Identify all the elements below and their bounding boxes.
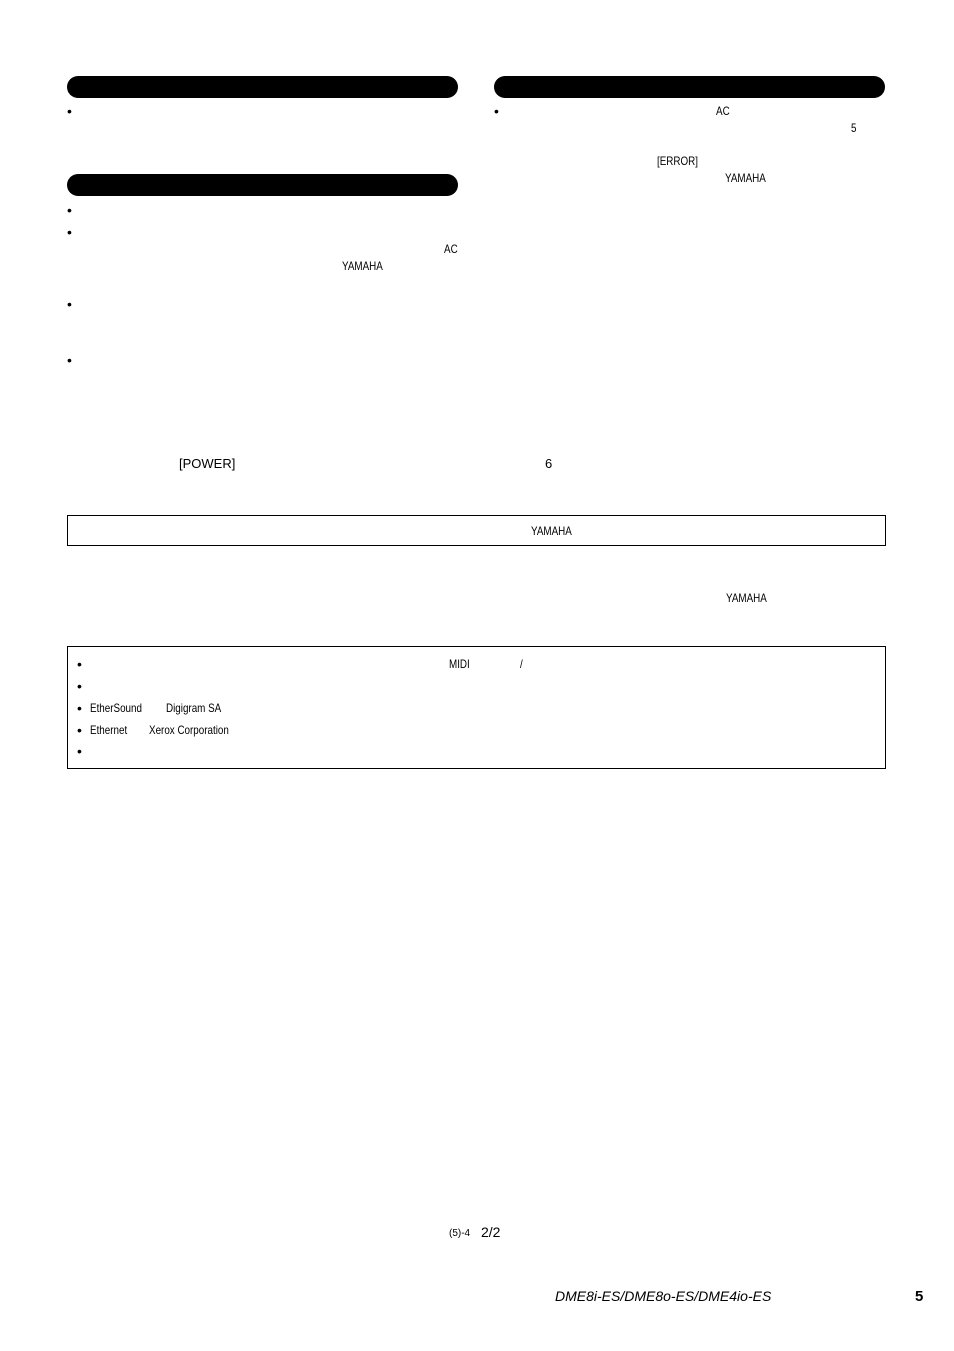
five-label-right: 5 (851, 121, 857, 135)
document-code: (5)-4 (449, 1228, 471, 1239)
trademark-bullet: • (77, 722, 82, 738)
yamaha-label-right: YAMAHA (725, 171, 766, 185)
digigram-label: Digigram SA (166, 701, 222, 715)
trademark-bullet: • (77, 678, 82, 694)
yamaha-label-standalone: YAMAHA (726, 591, 767, 605)
midi-label: MIDI (449, 657, 470, 671)
document-page-fraction: 2/2 (481, 1224, 501, 1240)
trademark-bullet: • (77, 656, 82, 672)
notice-yamaha-label: YAMAHA (531, 524, 572, 538)
error-indicator-label: [ERROR] (657, 154, 699, 168)
bullet-left-1: • (67, 202, 72, 218)
section-header-bar-left-1 (67, 76, 458, 98)
section-header-bar-left-2 (67, 174, 458, 196)
bullet-left-3: • (67, 296, 72, 312)
model-name: DME8i-ES/DME8o-ES/DME4io-ES (555, 1288, 772, 1304)
page-ref-six: 6 (545, 456, 553, 471)
ac-label-left: AC (444, 242, 458, 256)
power-button-label: [POWER] (179, 456, 236, 471)
ac-label-right: AC (716, 104, 730, 118)
section-header-bar-right-1 (494, 76, 885, 98)
bullet-left-4: • (67, 352, 72, 368)
trademark-box (67, 646, 886, 769)
trademark-bullet: • (77, 743, 82, 759)
yamaha-label-left: YAMAHA (342, 259, 383, 273)
bullet-left-2: • (67, 224, 72, 240)
slash-label: / (520, 657, 523, 671)
page-number: 5 (915, 1288, 924, 1305)
bullet-left-top: • (67, 103, 72, 119)
bullet-right-1: • (494, 103, 499, 119)
ethersound-label: EtherSound (90, 701, 142, 715)
notice-box (67, 515, 886, 546)
ethernet-label: Ethernet (90, 723, 128, 737)
xerox-label: Xerox Corporation (149, 723, 229, 737)
trademark-bullet: • (77, 700, 82, 716)
